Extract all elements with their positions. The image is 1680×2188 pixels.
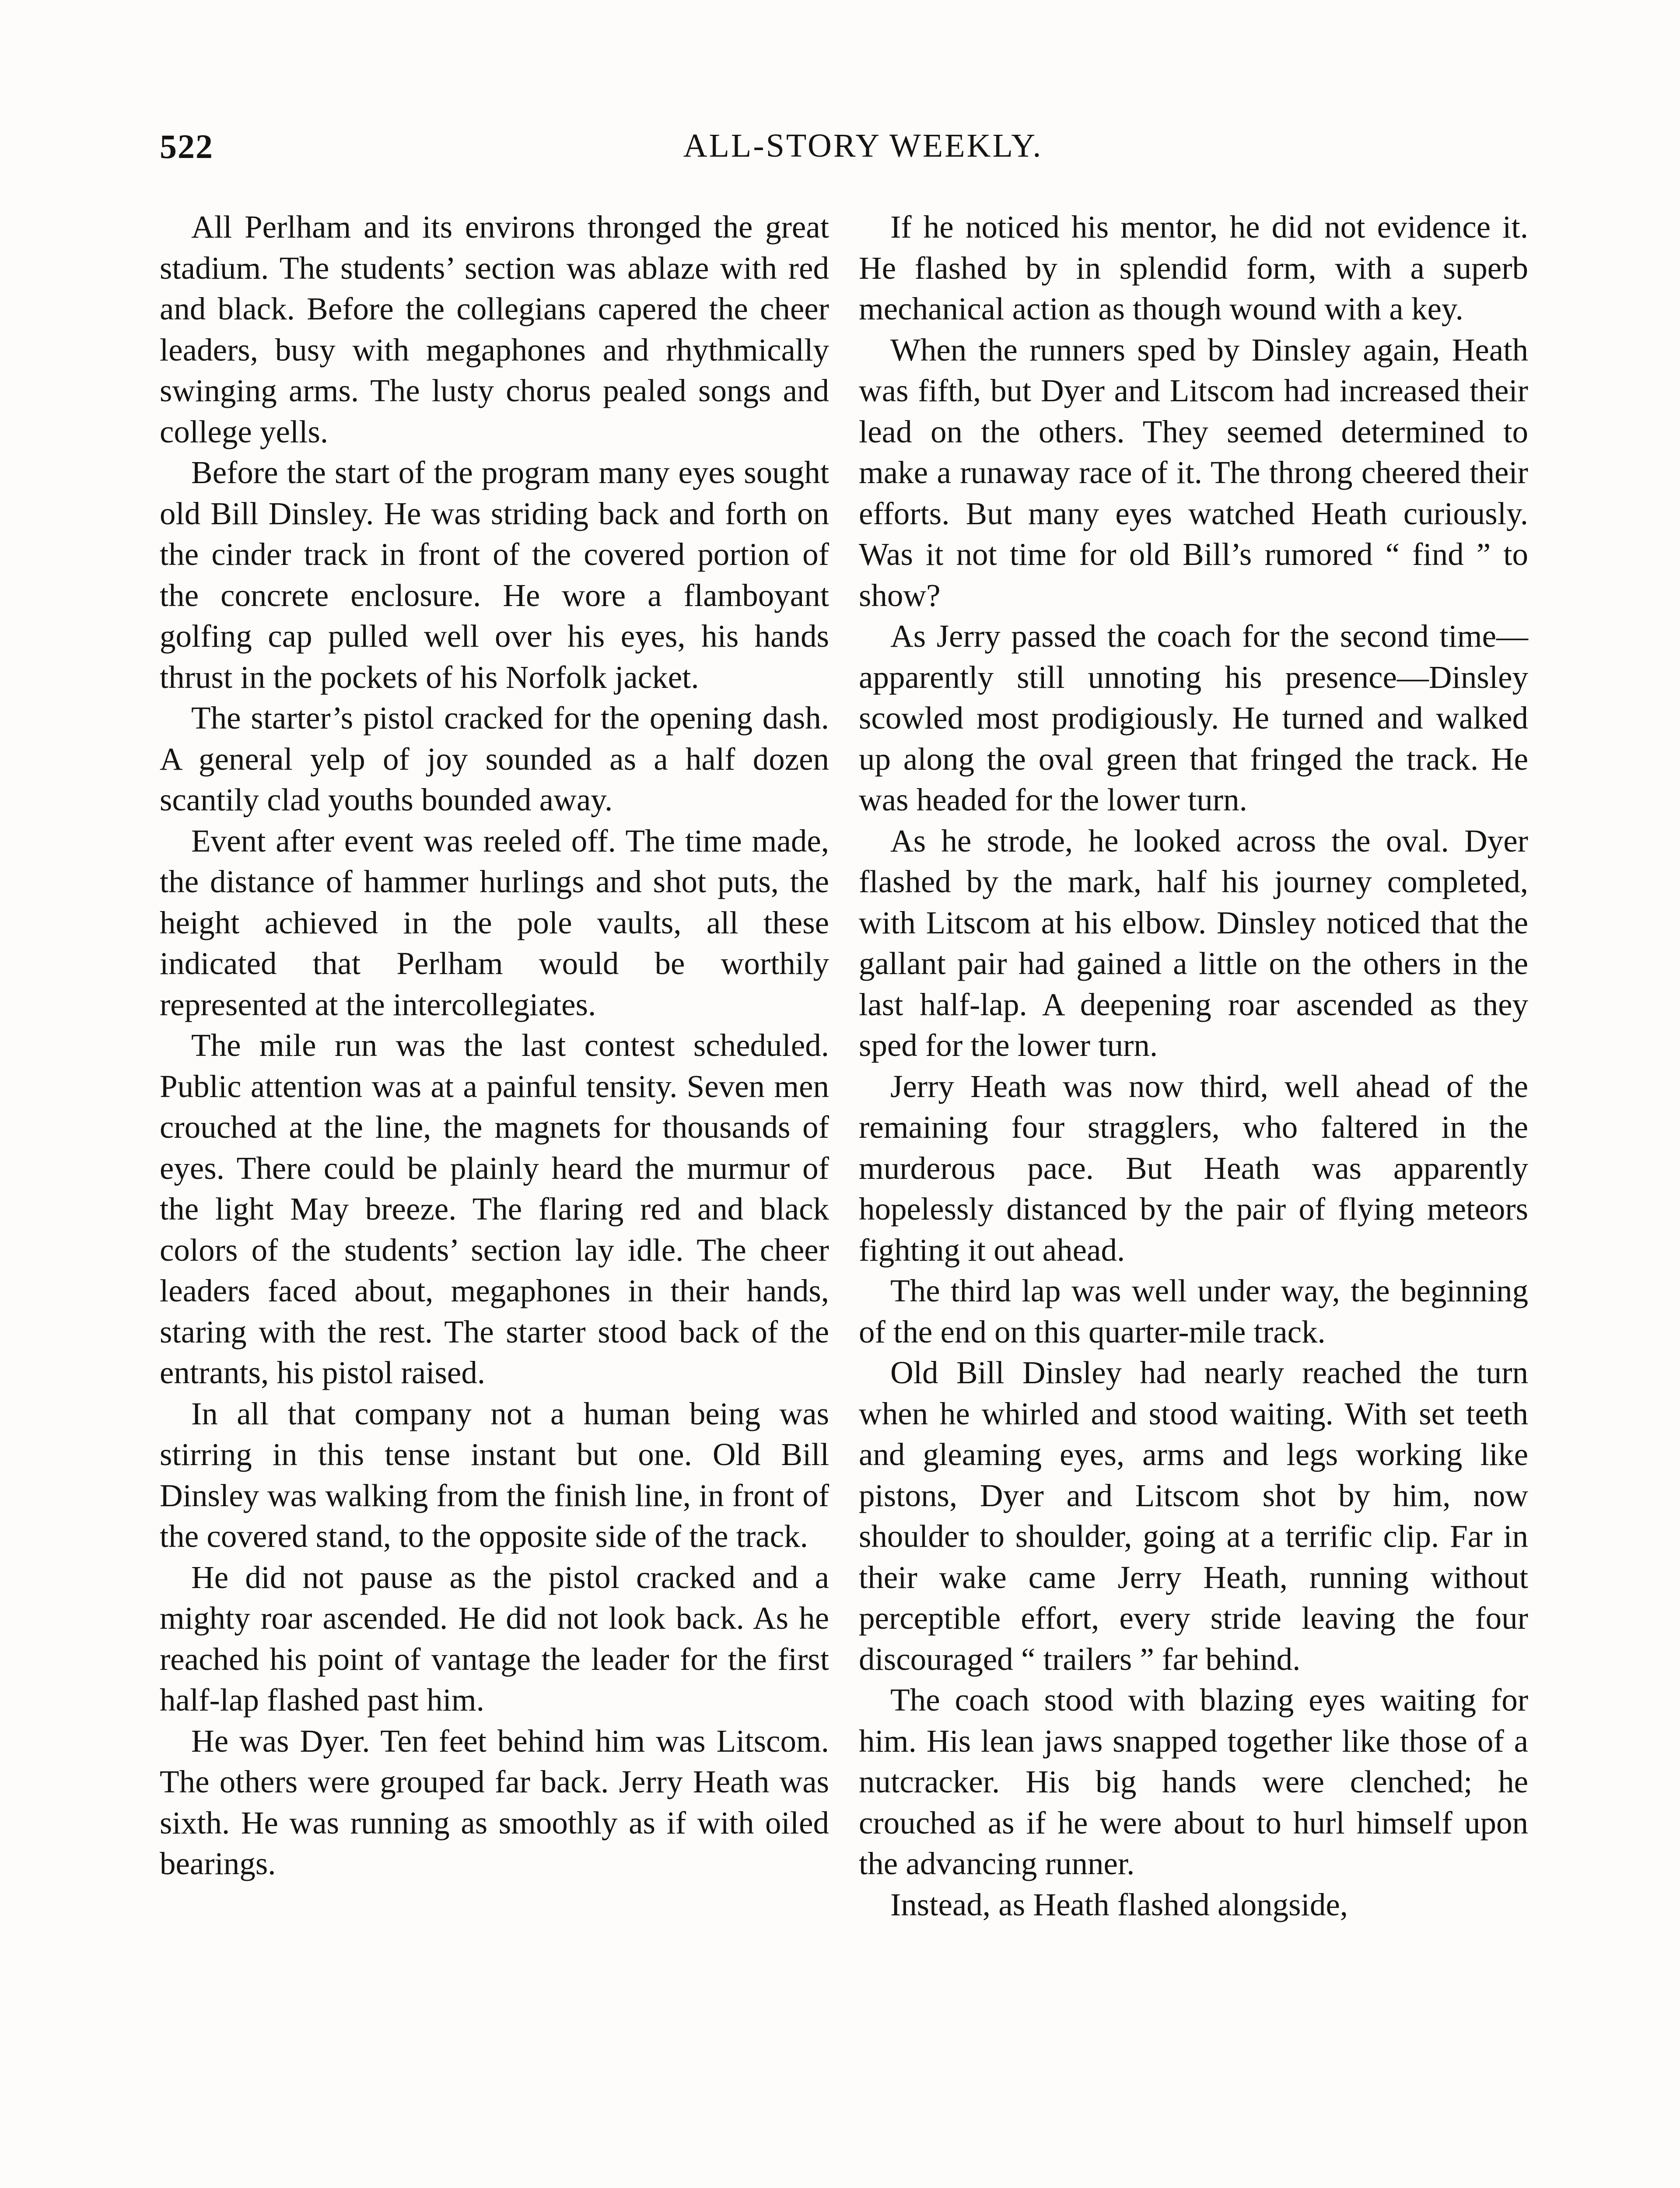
paragraph: As Jerry passed the coach for the second time—apparently still unnoting his presence—Dinsley scowled most prodigiously. He turned and walked up along the oval green that fringed the track. He was headed for the lower turn. bbox=[859, 618, 1528, 817]
paragraph: He did not pause as the pistol cracked and a mighty roar ascended. He did not look back. As he reached his point of vantage the leader for the first half-lap flashed past him. bbox=[160, 1559, 829, 1718]
paragraph: When the runners sped by Dinsley again, Heath was fifth, but Dyer and Litscom had increased their lead on the others. They seemed determined to make a runaway race of it. The throng cheered their efforts. But many eyes watched Heath curiously. Was it not time for old Bill’s rumored “ find ” to show? bbox=[859, 332, 1528, 613]
paragraph: All Perlham and its environs thronged the great stadium. The students’ section was ablaze with red and black. Before the collegians capered the cheer leaders, busy with megaphones and rhythmically swinging arms. The lusty chorus pealed songs and college yells. bbox=[160, 209, 829, 449]
paragraph: Old Bill Dinsley had nearly reached the turn when he whirled and stood waiting. With set teeth and gleaming eyes, arms and legs working like pistons, Dyer and Litscom shot by him, now shoulder to shoulder, going at a terrific clip. Far in their wake came Jerry Heath, running without perceptible effort, every stride leaving the four discouraged “ trailers ” far behind. bbox=[859, 1355, 1528, 1677]
page-number: 522 bbox=[160, 127, 214, 165]
paragraph: If he noticed his mentor, he did not evidence it. He flashed by in splendid form, with a superb mechanical action as though wound with a key. bbox=[859, 209, 1528, 326]
paragraph: Jerry Heath was now third, well ahead of the remaining four stragglers, who faltered in the murderous pace. But Heath was apparently hopelessly distanced by the pair of flying meteors fighting it out ahead. bbox=[859, 1068, 1528, 1268]
running-title: ALL-STORY WEEKLY. bbox=[683, 127, 1043, 164]
page-header bbox=[160, 127, 1527, 175]
paragraph: Instead, as Heath flashed alongside, bbox=[890, 1886, 1348, 1922]
paragraph: The coach stood with blazing eyes waiting for him. His lean jaws snapped together like those of a nutcracker. His big hands were clenched; he crouched as if he were about to hurl himself upon the advancing runner. bbox=[859, 1682, 1528, 1881]
paragraph: Event after event was reeled off. The time made, the distance of hammer hurlings and shot puts, the height achieved in the pole vaults, all these indicated that Perlham would be worthily represented at the intercollegiates. bbox=[160, 823, 829, 1022]
paragraph: The starter’s pistol cracked for the opening dash. A general yelp of joy sounded as a half dozen scantily clad youths bounded away. bbox=[160, 700, 829, 817]
paragraph: The third lap was well under way, the beginning of the end on this quarter-mile track. bbox=[859, 1273, 1528, 1350]
text-column-left bbox=[160, 207, 829, 1884]
paragraph: He was Dyer. Ten feet behind him was Litscom. The others were grouped far back. Jerry Heath was sixth. He was running as smoothly as if with oiled bearings. bbox=[160, 1723, 829, 1881]
paragraph: The mile run was the last contest scheduled. Public attention was at a painful tensity. Seven men crouched at the line, the magnets for thousands of eyes. There could be plainly heard the murmur of the light May breeze. The flaring red and black colors of the students’ section lay idle. The cheer leaders faced about, megaphones in their hands, staring with the rest. The starter stood back of the entrants, his pistol raised. bbox=[160, 1027, 829, 1390]
text-column-right bbox=[859, 207, 1528, 1925]
paragraph: Before the start of the program many eyes sought old Bill Dinsley. He was striding back and forth on the cinder track in front of the covered portion of the concrete enclosure. He wore a flamboyant golfing cap pulled well over his eyes, his hands thrust in the pockets of his Norfolk jacket. bbox=[160, 455, 829, 695]
paragraph: As he strode, he looked across the oval. Dyer flashed by the mark, half his journey completed, with Litscom at his elbow. Dinsley noticed that the gallant pair had gained a little on the others in the last half-lap. A deepening roar ascended as they sped for the lower turn. bbox=[859, 823, 1528, 1063]
paragraph: In all that company not a human being was stirring in this tense instant but one. Old Bill Dinsley was walking from the finish line, in front of the covered stand, to the opposite side of the track. bbox=[160, 1396, 829, 1554]
